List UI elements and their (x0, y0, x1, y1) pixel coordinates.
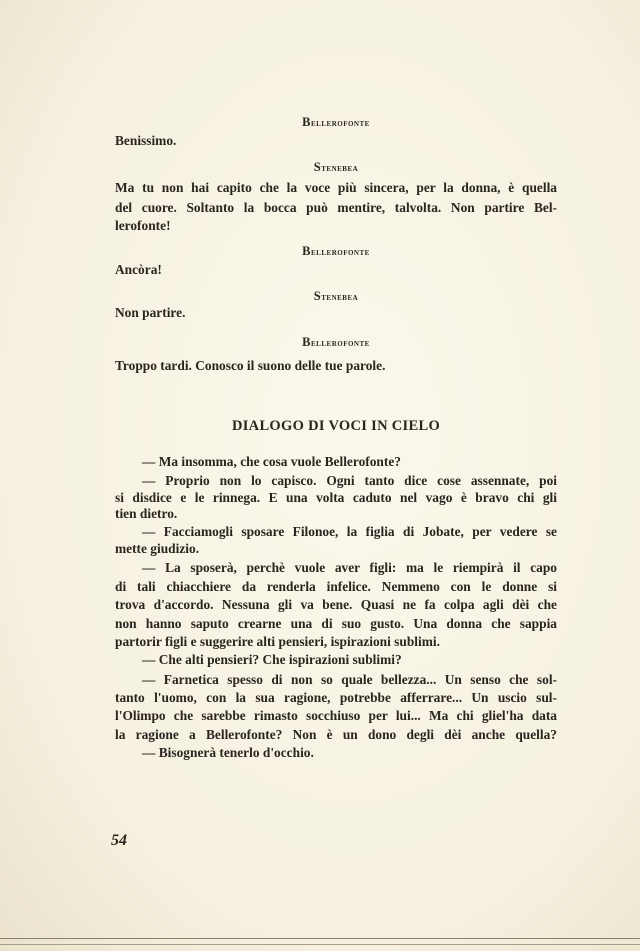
dialogue-line: mette giudizio. (115, 541, 200, 556)
speech-line: Ma tu non hai capito che la voce più sincera, per la donna, è quella (115, 180, 557, 195)
speech-line: Benissimo. (115, 133, 177, 148)
dialogue-line: — Facciamogli sposare Filonoe, la figlia di Jobate, per vedere se (142, 524, 557, 539)
page-edge (0, 938, 640, 939)
dialogue-line: si disdice e le rinnega. E una volta caduto nel vago è bravo chi gli (115, 490, 557, 505)
speaker-bellerofonte: Bellerofonte (302, 335, 370, 349)
dialogue-line: — Ma insomma, che cosa vuole Bellerofonte? (142, 454, 401, 469)
speech-line: Non partire. (115, 305, 186, 320)
dialogue-line: — Che alti pensieri? Che ispirazioni sublimi? (142, 652, 402, 667)
speech-line: lerofonte! (115, 218, 171, 233)
speech-line: del cuore. Soltanto la bocca può mentire, talvolta. Non partire Bel- (115, 200, 557, 215)
dialogue-line: di tali chiacchiere da renderla infelice. Nemmeno con le donne si (115, 579, 557, 594)
dialogue-line: l'Olimpo che sarebbe rimasto socchiuso per lui... Ma chi gliel'ha data (115, 708, 557, 723)
dialogue-line: — La sposerà, perchè vuole aver figli: ma le riempirà il capo (142, 560, 557, 575)
dialogue-line: tanto l'uomo, con la sua ragione, potrebbe afferrare... Un uscio sul- (115, 690, 557, 705)
speaker-bellerofonte: Bellerofonte (302, 115, 370, 129)
speech-line: Ancòra! (115, 262, 162, 277)
dialogue-line: trova d'accordo. Nessuna gli va bene. Quasi ne fa colpa agli dèi che (115, 597, 557, 612)
dialogue-line: — Bisognerà tenerlo d'occhio. (142, 745, 314, 760)
dialogue-line: la ragione a Bellerofonte? Non è un dono degli dèi anche quella? (115, 727, 557, 742)
dialogue-line: tien dietro. (115, 506, 178, 521)
dialogue-line: — Farnetica spesso di non so quale bellezza... Un senso che sol- (142, 672, 557, 687)
speech-line: Troppo tardi. Conosco il suono delle tue parole. (115, 358, 386, 373)
speaker-stenebea: Stenebea (313, 160, 359, 174)
page-number: 54 (111, 832, 127, 849)
page-edge (0, 944, 640, 945)
dialogue-line: — Proprio non lo capisco. Ogni tanto dice cose assennate, poi (142, 473, 557, 488)
section-title: DIALOGO DI VOCI IN CIELO (231, 418, 441, 434)
dialogue-line: partorir figli e suggerire alti pensieri, ispirazioni sublimi. (115, 634, 440, 649)
dialogue-line: non hanno saputo crearne una di suo gusto. Una donna che sappia (115, 616, 557, 631)
speaker-stenebea: Stenebea (313, 289, 359, 303)
speaker-bellerofonte: Bellerofonte (302, 244, 370, 258)
